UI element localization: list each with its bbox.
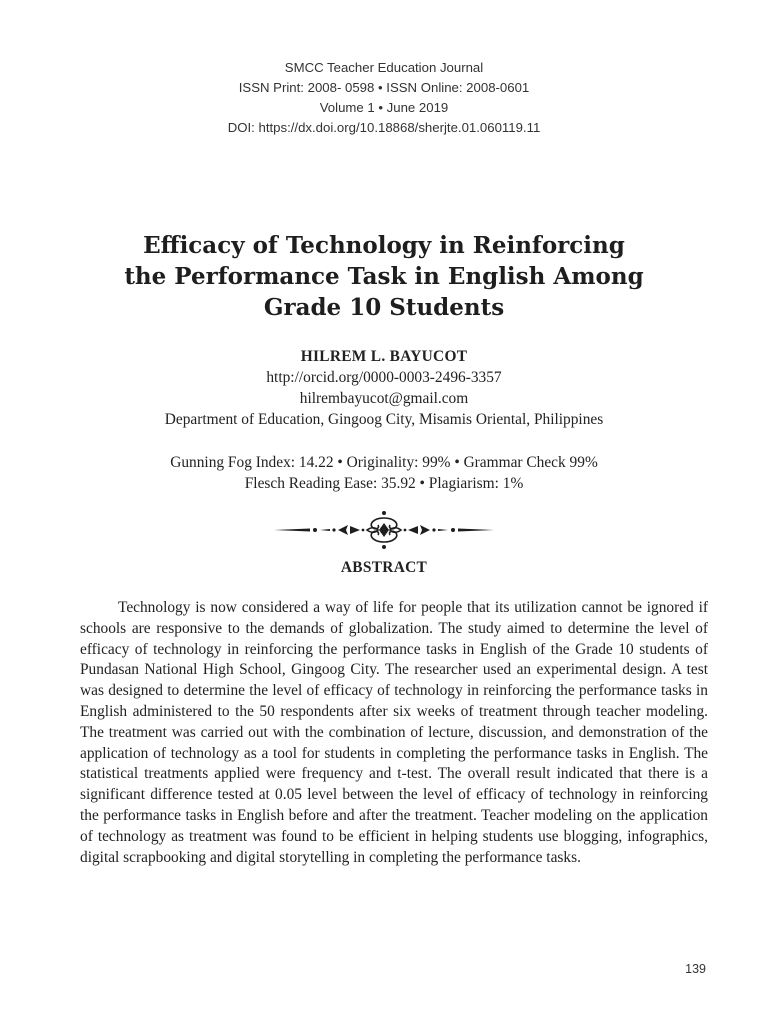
journal-header [0, 58, 768, 138]
decorative-divider-icon [270, 508, 498, 552]
paper-title-line-1: Efficacy of Technology in Reinforcing [143, 232, 625, 259]
paper-title-line-3: Grade 10 Students [263, 294, 505, 321]
abstract-heading: ABSTRACT [340, 559, 428, 576]
author-affiliation: Department of Education, Gingoog City, Misamis Oriental, Philippines [164, 411, 604, 428]
readability-metrics [0, 452, 768, 494]
paper-title [60, 230, 708, 323]
metrics-line-2: Flesch Reading Ease: 35.92 • Plagiarism: 1% [244, 475, 524, 492]
author-orcid: http://orcid.org/0000-0003-2496-3357 [266, 369, 502, 386]
journal-issn: ISSN Print: 2008- 0598 • ISSN Online: 2008-0601 [238, 80, 530, 95]
journal-name: SMCC Teacher Education Journal [284, 60, 484, 75]
author-block [0, 346, 768, 430]
author-email: hilrembayucot@gmail.com [299, 390, 469, 407]
page-number: 139 [685, 962, 706, 976]
abstract-body: Technology is now considered a way of life for people that its utilization cannot be ignored if schools are responsive to the demands of globalization. The study aimed to determine the level of efficacy of technology in reinforcing the performance tasks in English of the Grade 10 students of Pundasan National High School, Gingoog City. The researcher used an experimental design. A test was designed to determine the level of efficacy of technology in reinforcing the performance tasks in English administered to the 50 respondents after six weeks of treatment through teacher modeling. The treatment was carried out with the combination of lecture, discussion, and demonstration of the application of technology as a tool for students in completing the performance tasks in English. The statistical treatments applied were frequency and t-test. The overall result indicated that there is a significant difference tested at 0.05 level between the level of efficacy of technology in reinforcing the performance tasks in English before and after the treatment. Teacher modeling on the application of technology as treatment was found to be efficient in helping students use blogging, infographics, digital scrapbooking and digital storytelling in completing the performance tasks. [80, 599, 708, 866]
journal-doi: DOI: https://dx.doi.org/10.18868/sherjte.01.060119.11 [227, 120, 541, 135]
metrics-line-1: Gunning Fog Index: 14.22 • Originality: 99% • Grammar Check 99% [170, 454, 598, 471]
journal-volume: Volume 1 • June 2019 [319, 100, 449, 115]
paper-title-line-2: the Performance Task in English Among [124, 263, 644, 290]
author-name: HILREM L. BAYUCOT [300, 348, 468, 365]
